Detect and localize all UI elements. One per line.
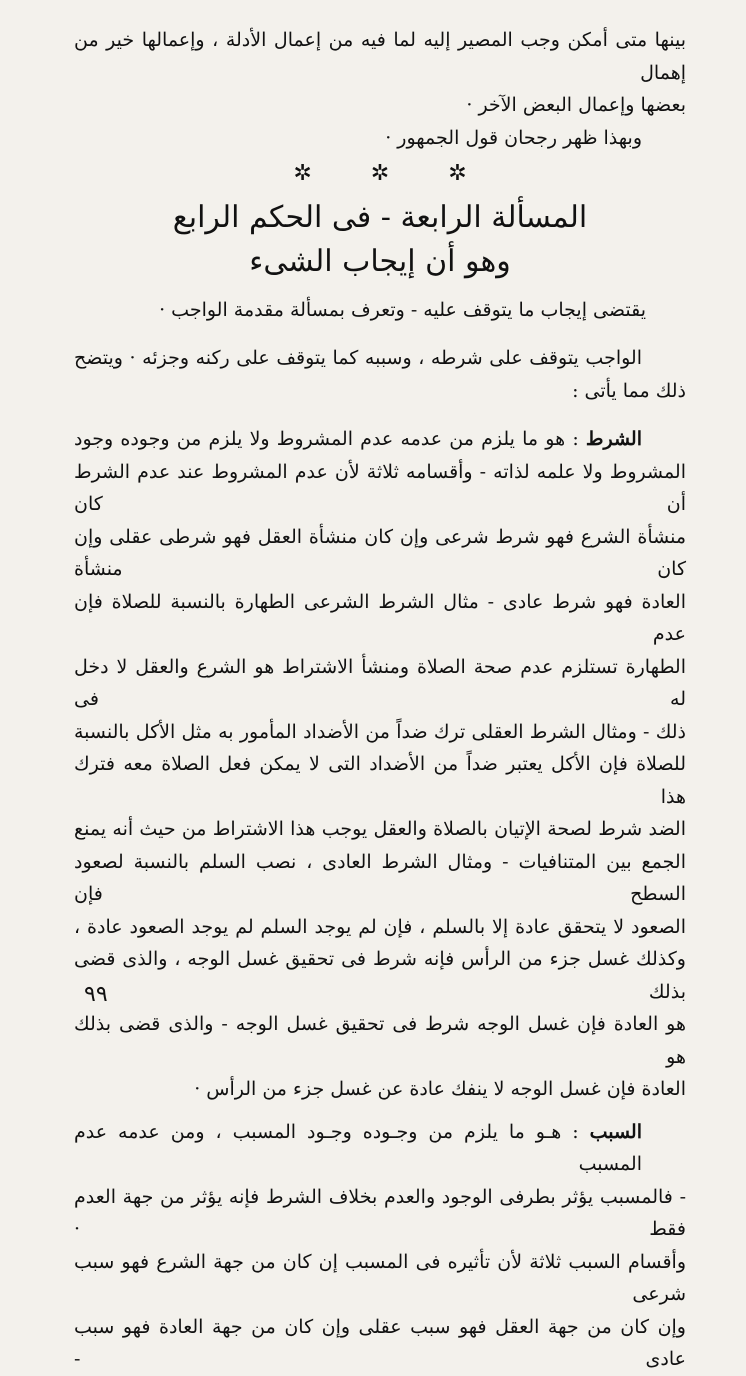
paragraph-1-line-2: ذلك مما يأتى : [572, 379, 686, 402]
condition-line: العادة فإن غسل الوجه لا ينفك عادة عن غسل جزء من الرأس · [194, 1078, 686, 1100]
cause-line: - فالمسبب يؤثر بطرفى الوجود والعدم بخلاف الشرط فإنه يؤثر من جهة العدم فقط · [74, 1185, 686, 1240]
section-separator: ✲ ✲ ✲ [293, 161, 493, 186]
cause-term: السبب [589, 1120, 642, 1143]
intro-line-1: بينها متى أمكن وجب المصير إليه لما فيه من إعمال الأدلة ، وإعمالها خير من إهمال [74, 29, 686, 84]
condition-line: الجمع بين المتنافيات - ومثال الشرط العادى ، نصب السلم بالنسبة لصعود السطح فإن [74, 850, 686, 905]
condition-definition-text: : هو ما يلزم من عدمه عدم المشروط ولا يلزم من وجوده وجود [74, 428, 586, 450]
condition-line: هو العادة فإن غسل الوجه شرط فى تحقيق غسل الوجه - والذى قضى بذلك هو [74, 1013, 686, 1068]
page-body [74, 24, 686, 1376]
condition-term: الشرط [585, 428, 642, 450]
condition-line: وكذلك غسل جزء من الرأس فإنه شرط فى تحقيق غسل الوجه ، والذى قضى بذلك [74, 948, 686, 1003]
section-heading-line-1: المسألة الرابعة - فى الحكم الرابع [172, 200, 588, 235]
section-subheading: يقتضى إيجاب ما يتوقف عليه - وتعرف بمسألة مقدمة الواجب · [159, 299, 646, 321]
condition-line: الطهارة تستلزم عدم صحة الصلاة ومنشأ الاشتراط هو الشرع والعقل لا دخل له فى [74, 655, 686, 710]
paragraph-1-line-1: الواجب يتوقف على شرطه ، وسببه كما يتوقف على ركنه وجزئه · ويتضح [74, 347, 642, 369]
cause-definition-line-1 [74, 1116, 686, 1181]
cause-line: وإن كان من جهة العقل فهو سبب عقلى وإن كان من جهة العادة فهو سبب عادى - [74, 1315, 686, 1370]
spacer [74, 407, 686, 423]
spacer [74, 1106, 686, 1116]
condition-line: الضد شرط لصحة الإتيان بالصلاة والعقل يوجب هذا الاشتراط من حيث أنه يمنع [74, 818, 686, 840]
section-heading-line-2: وهو أن إيجاب الشىء [249, 244, 511, 279]
condition-line: للصلاة فإن الأكل يعتبر ضداً من الأضداد التى لا يمكن فعل الصلاة معه فترك هذا [74, 753, 686, 808]
intro-line-3: وبهذا ظهر رجحان قول الجمهور · [385, 126, 642, 149]
spacer [74, 326, 686, 342]
condition-definition-line-1 [74, 423, 686, 456]
condition-line: منشأة الشرع فهو شرط شرعى وإن كان منشأة العقل فهو شرطى عقلى وإن كان منشأة [74, 525, 686, 580]
condition-line: ذلك - ومثال الشرط العقلى ترك ضداً من الأضداد المأمور به مثل الأكل بالنسبة [74, 720, 686, 743]
page-number: ٩٩ [84, 982, 108, 1007]
condition-line: العادة فهو شرط عادى - مثال الشرط الشرعى الطهارة بالنسبة للصلاة فإن عدم [74, 590, 686, 645]
intro-line-2: بعضها وإعمال البعض الآخر · [466, 94, 686, 116]
cause-definition-text: : هـو ما يلزم من وجـوده وجـود المسبب ، ومن عدمه عدم المسبب [74, 1120, 642, 1175]
cause-line: وأقسام السبب ثلاثة لأن تأثيره فى المسبب إن كان من جهة الشرع فهو سبب شرعى [74, 1250, 686, 1305]
condition-line: الصعود لا يتحقق عادة إلا بالسلم ، فإن لم يوجد السلم لم يوجد الصعود عادة ، [74, 915, 686, 938]
condition-line: المشروط ولا علمه لذاته - وأقسامه ثلاثة لأن عدم المشروط عند عدم الشرط أن كان [74, 460, 686, 515]
